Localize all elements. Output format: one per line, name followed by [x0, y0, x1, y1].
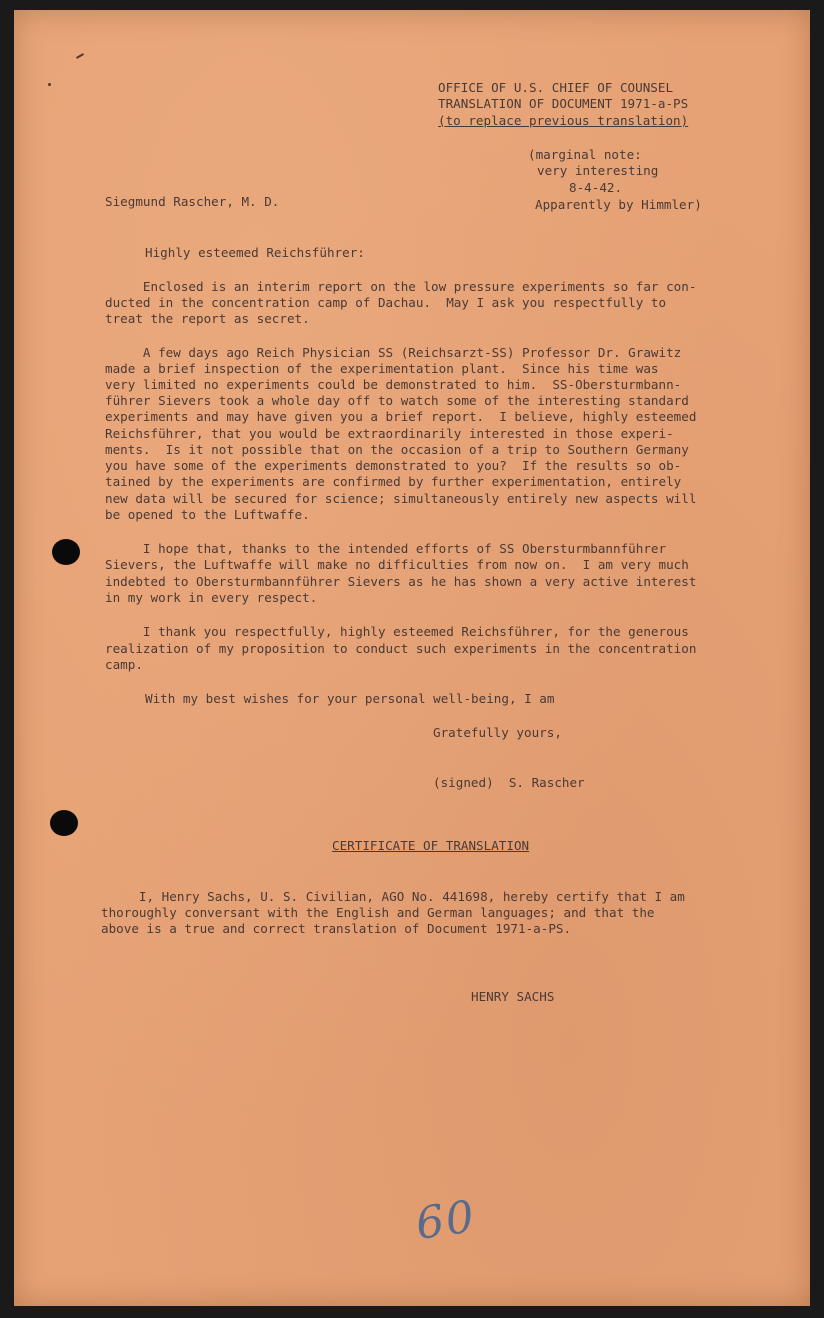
header-replace-note: (to replace previous translation) [438, 113, 689, 128]
paragraph-line: realization of my proposition to conduct such experiments in the concentration [105, 641, 697, 656]
paragraph-line: Reichsführer, that you would be extraordinarily interested in those experi- [105, 426, 674, 441]
paragraph-line: new data will be secured for science; simultaneously entirely new aspects will [105, 491, 697, 506]
paragraph-line: camp. [105, 657, 143, 672]
paragraph-line: führer Sievers took a whole day off to watch some of the interesting standard [105, 393, 689, 408]
certificate-title: CERTIFICATE OF TRANSLATION [332, 838, 530, 853]
paragraph-line: I thank you respectfully, highly esteemed Reichsführer, for the generous [105, 624, 689, 639]
page-number: 60 [412, 1191, 480, 1250]
salutation: Highly esteemed Reichsführer: [145, 245, 365, 260]
marginal-note-line-4: Apparently by Himmler) [535, 197, 702, 212]
paragraph-line: made a brief inspection of the experimentation plant. Since his time was [105, 361, 659, 376]
marginal-note-line-3: 8-4-42. [569, 180, 623, 195]
paragraph-line: I hope that, thanks to the intended efforts of SS Obersturmbannführer [105, 541, 667, 556]
paragraph-line: Enclosed is an interim report on the low pressure experiments so far con- [105, 279, 697, 294]
document-page [14, 10, 810, 1306]
signature: (signed) S. Rascher [433, 775, 585, 790]
punch-hole-lower [50, 810, 78, 836]
header-translation: TRANSLATION OF DOCUMENT 1971-a-PS [438, 96, 689, 111]
paragraph-line: treat the report as secret. [105, 311, 310, 326]
paragraph-line: A few days ago Reich Physician SS (Reichsarzt-SS) Professor Dr. Grawitz [105, 345, 682, 360]
paragraph-line: ducted in the concentration camp of Dachau. May I ask you respectfully to [105, 295, 667, 310]
paragraph-line: tained by the experiments are confirmed by further experimentation, entirely [105, 474, 682, 489]
closing-wish: With my best wishes for your personal well-being, I am [145, 691, 555, 706]
paragraph-line: be opened to the Luftwaffe. [105, 507, 310, 522]
marginal-note-line-1: (marginal note: [528, 147, 642, 162]
certificate-line: above is a true and correct translation of Document 1971-a-PS. [101, 921, 572, 936]
marginal-note-line-2: very interesting [537, 163, 659, 178]
sender-name: Siegmund Rascher, M. D. [105, 194, 280, 209]
header-office: OFFICE OF U.S. CHIEF OF COUNSEL [438, 80, 674, 95]
paragraph-line: very limited no experiments could be demonstrated to him. SS-Obersturmbann- [105, 377, 682, 392]
certificate-line: I, Henry Sachs, U. S. Civilian, AGO No. 441698, hereby certify that I am [101, 889, 685, 904]
translator-name: HENRY SACHS [471, 989, 555, 1004]
stray-mark [76, 53, 84, 59]
paragraph-line: you have some of the experiments demonstrated to you? If the results so ob- [105, 458, 682, 473]
paragraph-line: Sievers, the Luftwaffe will make no difficulties from now on. I am very much [105, 557, 689, 572]
paragraph-line: in my work in every respect. [105, 590, 318, 605]
paragraph-line: indebted to Obersturmbannführer Sievers as he has shown a very active interest [105, 574, 697, 589]
complimentary-close: Gratefully yours, [433, 725, 562, 740]
paragraph-line: ments. Is it not possible that on the occasion of a trip to Southern Germany [105, 442, 689, 457]
certificate-line: thoroughly conversant with the English and German languages; and that the [101, 905, 655, 920]
paragraph-line: experiments and may have given you a brief report. I believe, highly esteemed [105, 409, 697, 424]
punch-hole-upper [52, 539, 80, 565]
stray-mark [48, 83, 51, 86]
